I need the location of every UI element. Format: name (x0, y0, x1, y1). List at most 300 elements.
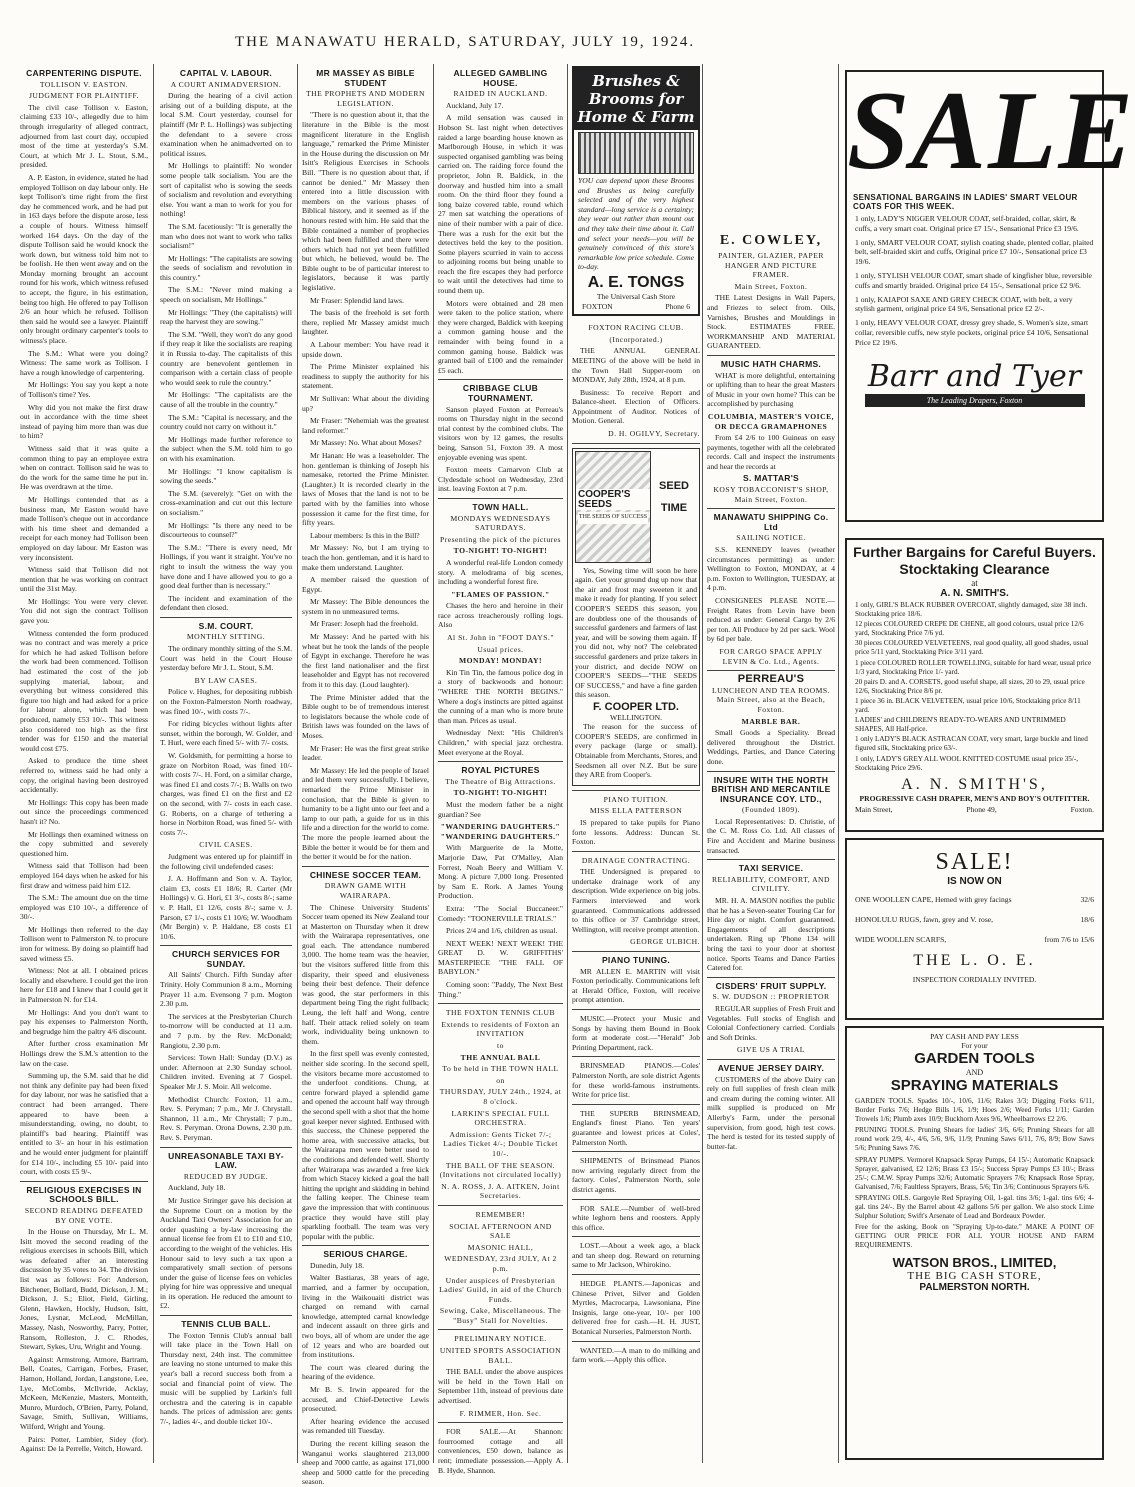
notice-line: F. RIMMER, Hon. Sec. (459, 1408, 542, 1418)
paragraph: Wednesday Next: "His Children's Children," with special jazz orchestra. Meet everyone at the Royal. (438, 728, 563, 757)
shipping-agents: FOR CARGO SPACE APPLY LEVIN & Co. Ltd., Agents. (719, 646, 823, 666)
paragraph: The S.M. facetiously: "It is generally the man who does not want to work who talks socialism!" (160, 221, 292, 251)
coopers-seeds-ad (572, 448, 700, 786)
paragraph: MR. H. A. MASON notifies the public that he has a Seven-seater Touring Car for Hire day or night. Comfort guaranteed. Engagements of all descriptions undertaken. Ring up 'Phone 134 will bring the taxi to your door at shortest notice. Sports Teams and Dance Parties Catered for. (707, 896, 835, 973)
notice-line: Extends to residents of Foxton an INVITATION (441, 1019, 560, 1039)
paragraph: Mr Fraser: He was the first great strike leader. (302, 743, 429, 763)
music-brands: COLUMBIA, MASTER'S VOICE, OR DECCA GRAMAPHONES (707, 411, 835, 431)
smith-phone: Phone 49, (966, 804, 997, 814)
cowley-trade: PAINTER, GLAZIER, PAPER HANGER AND PICTURE FRAMER. (718, 251, 824, 280)
paragraph: Business: To receive Report and Balance-sheet. Election of Officers. Appointment of Auditor. Notices of Motion. General. (572, 387, 700, 426)
paragraph: J. A. Hoffmann and Son v. A. Taylor, claim £3, costs £1 18/6; R. Carter (Mr Hollings) v. G. Hori, £1 3/-, costs 8/-; same v. P. Hall, £1 12/6, costs 8/-; same v. J. Parson, £7 1/-, costs £1 10/6; W. Woodham (Mr Bergin) v. P. Haldane, £8 costs £1 10/6. (160, 874, 292, 941)
insure-name: INSURE WITH THE NORTH BRITISH AND MERCANTILE INSURANCE COY. LTD., (711, 774, 831, 804)
paragraph: The services at the Presbyterian Church to-morrow will be conducted at 11 a.m. and 7 p.m. by the Rev. McDonald; Rangiotu, 2.30 p.m. (160, 1011, 292, 1050)
paragraph: Chases the hero and heroine in their race across treacherously rolling logs. Also (438, 601, 563, 630)
barr-tyer-logo (865, 360, 1085, 407)
paragraph: Mr Massey: No. What about Moses? (310, 438, 422, 448)
classified-ad: LOST.—About a week ago, a black and tan sheep dog. Reward on returning same to Mr Jackson, Whirokino. (572, 1241, 700, 1270)
paragraph: The S.M. (severely): "Get on with the cross-examination and cut out this lecture on socialism." (160, 488, 292, 517)
notice-line: UNITED SPORTS ASSOCIATION BALL. (439, 1346, 562, 1365)
seeds-packet-illustration (575, 451, 651, 563)
article-subhead: RAIDED IN AUCKLAND. (453, 89, 548, 99)
paragraph: The incident and examination of the defendant then closed. (160, 593, 292, 613)
paragraph: Mr Hollings made further reference to the subject when the S.M. told him to go on with his examination. (160, 434, 292, 463)
column-rule (838, 64, 839, 1463)
fruit-foot: GIVE US A TRIAL (737, 1045, 805, 1055)
classified-ad: FOR SALE.—Number of well-bred white leghorn hens and roosters. Apply this office. (572, 1203, 700, 1232)
classified-ad: WANTED.—A man to do milking and farm work.—Apply this office. (572, 1345, 700, 1365)
divider (438, 1003, 563, 1004)
paragraph: Witness: Not at all. I obtained prices locally and elsewhere. I could get the iron here for £18 and I knew that I could get it in Palmerston N. for £14. (20, 966, 148, 1005)
paragraph: Mr Fraser: Joseph had the freehold. (310, 619, 418, 629)
paragraph: Mr Hollings contended that as a business man, Mr Easton would have made Tollison's cheque out in accordance with his time sheet and demanded a receipt for each money had Tollison been employed on day labour. Mr Easton was very inconsistent. (20, 494, 148, 562)
article-subhead: SECOND READING DEFEATED BY ONE VOTE. (24, 1205, 144, 1225)
seeds-tagline: THE SEEDS OF SUCCESS (578, 512, 648, 524)
seeds-body: Yes, Sowing time will soon be here again. Get your ground dug up now that the air and frost may sweeten it and make it ready for planting. If you select COOPER'S SEEDS this season, you are doubtless one of the thousands of successful gardeners and farmers of last year, and will be sowing them again. If you did not, why not? The celebrated successful gardeners and prize takers in your district, and decide NOW on COOPER'S SEEDS—"THE SEEDS OF SUCCESS," and have a fine garden this season. (575, 565, 697, 700)
section-label: BY LAW CASES. (194, 675, 258, 685)
sale2-item (855, 915, 1094, 925)
seeds-foot: The reason for the success of COOPER'S SEEDS, are confirmed in every package (large or small). Obtainable from Merchants, Stores, and Seedsmen all over N.Z. But be sure they ARE from Cooper's. (575, 722, 697, 780)
notice-line: Admission: Gents Ticket 7/-; Ladies Ticket 4/-; Double Ticket 10/-. (443, 1129, 558, 1158)
article-subhead: SAILING NOTICE. (736, 533, 806, 543)
tongs-name: A. E. TONGS (587, 273, 685, 291)
divider (438, 1422, 563, 1423)
further-item: 1 only LADY'S BLACK ASTRACAN COAT, very smart, large buckle and lined figured silk, Stocktaking price 63/-. (855, 735, 1088, 753)
article-headline: MR MASSEY AS BIBLE STUDENT (316, 68, 415, 88)
barr-tyer-ad (845, 69, 1135, 522)
section-label: CIVIL CASES. (199, 840, 253, 850)
garden-and: AND (965, 1068, 984, 1077)
article-subhead: JUDGMENT FOR PLAINTIFF. (28, 91, 140, 101)
notice-line: THE FOXTON TENNIS CLUB (445, 1008, 556, 1018)
paragraph: Mr Hollings: "The capitalists are sowing the seeds of socialism and revolution in this country." (160, 253, 292, 282)
notice-line: to (497, 1041, 504, 1051)
watson-body (847, 1095, 1102, 1255)
sale2-sub: IS NOW ON (947, 876, 1002, 887)
ad-line: Usual prices. (477, 644, 524, 654)
ad-line: "WANDERING DAUGHTERS." "WANDERING DAUGHTERS." (440, 822, 561, 841)
paragraph: Coming soon: "Paddy, The Next Best Thing." (438, 980, 563, 999)
perreau-bar: MARBLE BAR. (741, 716, 801, 726)
paragraph: In the first spell was evenly contested, neither side scoring. In the second spell, the visitors became more accustomed to the underfoot conditions. Chung, at centre forward played a splendid game and opened the account half way through the second spell with a shot that the home goal keeper never sighted. Enthused with this success, the Chinese peppered the home area, with successive attacks, but the Wairarapa men were better used to the conditions and defended well. Shortly after Wairarapa was awarded a free kick from which Stacey kicked a goal the ball hitting the upright and skidding in behind the falling keeper. The Chinese team gave the impression that with continuous practice they would have still play sparkling football. The team was very popular with the public. (302, 1049, 429, 1241)
article-subhead: THE PROPHETS AND MODERN LEGISLATION. (306, 89, 425, 108)
paragraph: The civil case Tollison v. Easton, claiming £33 10/-, allegedly due to him through irregularity of alleged contract, adjourned from last court day, occupied most of the time at yesterday's S.M. Court, at which Mr J. L. Stout, S.M., presided. (20, 102, 148, 170)
paragraph: Walter Bastiaras, 38 years of age, married, and a farmer by occupation, living in the Waikouaiti district was charged on remand with carnal knowledge, attempted carnal knowledge and indecent assault on three girls and two boys, all of whom are under the age of 12 years and who are boarded out from institutions. (302, 1273, 429, 1360)
notice-line: To be held in THE TOWN HALL (442, 1064, 559, 1074)
column-2 (160, 66, 292, 1465)
watson-paragraph: GARDEN TOOLS. Spades 10/-, 10/6, 11/6; Rakes 3/3; Digging Forks 6/11, Border Forks 7/6; Hedge Bills 1/6, 1/9; Hoes 2/6; Weed Forks 1/11; Garden Trowels 1/6; Plumb axes 10/9; Buckhorn Axes 9/6, Wheelbarrows £2 2/6. (855, 1097, 1094, 1124)
divider (707, 670, 835, 671)
divider (160, 1315, 292, 1316)
smith-town: Foxton. (1070, 804, 1094, 814)
notice-line: REMEMBER! (475, 1209, 526, 1219)
article-headline: S.M. COURT. (198, 620, 254, 631)
column-3 (302, 66, 429, 1487)
paragraph: The Chinese University Students' Soccer team opened its New Zealand tour at Masterton on Thursday when it drew with the Wairarapa representatives, one goal each. The attendance numbered 3,000. The home team was the heavier, but the visitors suffered little from this disparity, their speed and elusiveness being their best defence. Their defence was good, the star performers in this department being Ting the right fullback; Leung, the left half and Wong, centre half. Their attack relied solely on team work, individuality being unknown to them. (302, 902, 429, 1046)
article-headline: MUSIC HATH CHARMS. (720, 358, 822, 369)
divider (302, 866, 429, 867)
garden-headline: GARDEN TOOLS (914, 1050, 1035, 1067)
paragraph: Mr Hollings: You were very clever. You did not sign the contract Tollison gave you. (20, 596, 148, 626)
notice-line: DRAINAGE CONTRACTING. (581, 855, 691, 865)
tongs-place: FOXTON (582, 301, 613, 311)
velour-item: 1 only, LADY'S NIGGER VELOUR COAT, self-braided, collar, skirt, & cuffs, a very smart coat. Original price £7 15/-, Sensational Price £3 19/6. (855, 214, 1079, 233)
notice-line: PIANO TUITION. (603, 794, 669, 804)
paragraph: Mr Massey: The Bible denounces the system in no unmeasured terms. (302, 597, 429, 616)
further-item: 1 piece 36 in. BLACK VELVETEEN, usual price 10/6, Stocktaking price 8/11 yard. (855, 696, 1081, 715)
divider (707, 355, 835, 356)
paragraph: Against: Armstrong, Atmore, Bartram, Bell, Coates, Carrigan, Forbes, Fraser, Hamon, Holland, Jordan, Langstone, Lee, Lye, McCombs, McIlvride, Acklay, McKeen, McKenzie, Masters, Monteith, Munro, Murdoch, O'Brien, Parry, Poland, Savage, Smith, Sullivan, Williams, Wilford, Wright and Young. (20, 1354, 148, 1431)
paragraph: Auckland, July 17. (446, 100, 504, 110)
brushes-ad-body: YOU can depend upon these Brooms and Brushes as being carefully selected and of the very highest standard—long service is a certainty; they wear out rather than mount out and they take their time about it. Call and select your needs—you will be genuinely convinced of this store's remarkable low price schedule. Come to-day. (578, 176, 694, 272)
notice-line: THE BALL OF THE SEASON. (Invitations not circulated locally) (439, 1160, 562, 1180)
paragraph: Witness said that Tollison had been employed 164 days when he asked for his first draw and witness paid him £12. (20, 861, 148, 890)
further-item: 30 pieces COLOURED VELVETEENS, real good quality, all good shades, usual price 5/11 yard, Stocktaking Price 3/11 yard. (855, 639, 1089, 657)
insure-sub: (Founded 1809). (741, 805, 801, 815)
sale2-item-price: from 7/6 to 15/6 (1044, 935, 1094, 944)
paragraph: After hearing evidence the accused was remanded till Tuesday. (302, 1416, 429, 1436)
column-rule (297, 64, 298, 1463)
paragraph: The S.M.: "There is every need, Mr Hollings, if you want it straight. You've no right to insult the witness the way you have done and I have allowed you to go a good deal further than is necessary." (160, 542, 292, 591)
ad-line: "FLAMES OF PASSION." (451, 589, 550, 599)
cowley-name: E. COWLEY, (719, 233, 823, 248)
paragraph: The S.M.: "Capital is necessary, and the country could not carry on without it." (160, 412, 292, 432)
watson-paragraph: SPRAYING OILS. Gargoyle Red Spraying Oil, 1-gal. tins 3/6; 1-gal. tins 6/6; 4-gal. tins 24/-. By the Barrel about 42 gallons 5/6 per gallon. We also stock Lime Sulphur Solution; Swift's Arsenate of Lead and Bordeaux Powder. (855, 1193, 1094, 1221)
further-headline: Further Bargains for Careful Buyers. Stocktaking Clearance (853, 544, 1096, 577)
column-4 (438, 66, 563, 1475)
loe-sale-ad (845, 838, 1104, 1020)
sale2-item (855, 935, 1094, 945)
paragraph: All Saints' Church. Fifth Sunday after Trinity. Holy Communion 8 a.m., Morning Prayer 11 a.m. Evensong 7 p.m. Mogton 2.30 p.m. (160, 970, 292, 1009)
paragraph: The court was cleared during the hearing of the evidence. (302, 1362, 429, 1382)
article-headline: CRIBBAGE CLUB TOURNAMENT. (462, 383, 539, 403)
paragraph: S.S. KENNEDY leaves (weather circumstances permitting) as under: Wellington to Foxton, MONDAY, at 4 p.m. Foxton to Wellington, TUESDAY, at 4 p.m. (707, 545, 835, 593)
article-subhead: MONDAYS WEDNESDAYS SATURDAYS. (450, 513, 551, 533)
paragraph: Mr Sullivan: What about the dividing up? (302, 394, 429, 413)
notice-line: GEORGE ULBICH. (630, 937, 700, 947)
further-item: 1 only, GIRL'S BLACK RUBBER OVERCOAT, slightly damaged, size 38 inch. Stocktaking price 18/6. (855, 601, 1088, 619)
paragraph: Mr Fraser: "Nehemiah was the greatest land reformer." (302, 416, 429, 435)
column-rule (702, 64, 703, 1463)
divider (707, 508, 835, 509)
column-1 (20, 66, 148, 1465)
paragraph: NEXT WEEK! NEXT WEEK! THE GREAT D. W. GRIFFITHS' MASTERPIECE "THE FALL OF BABYLON." (438, 938, 563, 977)
classified-ad: THE SUPERB BRINSMEAD, England's finest Piano. Ten years' guarantee and lowest prices at Coles', Palmerston North. (572, 1108, 700, 1147)
further-item: 1 piece COLOURED ROLLER TOWELLING, suitable for hard wear, usual price 1/3 yard, Stocktaking Price 1/- yard. (855, 658, 1092, 676)
ad-line: TO-NIGHT! TO-NIGHT! (453, 788, 548, 798)
watson-top: PAY CASH AND PAY LESS (930, 1032, 1019, 1041)
velour-list (847, 212, 1102, 354)
divider (572, 851, 700, 852)
seeds-ad-top (575, 451, 697, 563)
divider (438, 1205, 563, 1206)
sale2-item-label: WIDE WOOLLEN SCARFS, (855, 935, 947, 944)
seeds-place: WELLINGTON. (610, 712, 662, 722)
paragraph: MR ALLEN E. MARTIN will visit Foxton periodically. Communications left at Herald Office, Foxton, will receive prompt attention. (572, 966, 700, 1005)
paragraph: CUSTOMERS of the above Dairy can rely on full supplies of fresh clean milk and cream during the coming winter. All milk supplied is produced on Mr Allerby's Farm, under the personal supervision, from good, high test cows. The herd is tested for its tested supply of butter-fat. (707, 1074, 835, 1151)
column-5 (572, 66, 700, 1465)
paragraph: A member raised the question of Egypt. (302, 575, 429, 594)
divider (572, 1236, 700, 1237)
paragraph: Mr Massey: He led the people of Israel and led them very successfully. I believe, remarked the Prime Minister in conclusion, that the Bible is given to humanity to be a light unto our feet and a lamp to our path, a guide for us in this life and a direction for the world to come. The more the people learned about the Bible the better it would be for them and the better it would be for the nation. (302, 765, 429, 862)
velour-item: 1 only, SMART VELOUR COAT, stylish coating shade, plented collar, plaited belt, self-braided skirt and cuffs, Original price £7 10/-, Sensational price £3 19/6. (855, 237, 1094, 267)
sale2-list (847, 887, 1102, 945)
loe-name: THE L. O. E. (913, 952, 1036, 969)
divider (707, 771, 835, 772)
paragraph: The S.M.: "Never mind making a speech on socialism, Mr Hollings." (160, 285, 292, 305)
article-headline: TENNIS CLUB BALL. (181, 1319, 271, 1330)
article-headline: SERIOUS CHARGE. (323, 1249, 408, 1260)
notice-line: LARKIN'S SPECIAL FULL ORCHESTRA. (451, 1108, 550, 1128)
further-list (847, 599, 1102, 776)
paragraph: The S.M.: The amount due on the time employed was £10 10/-, a difference of 30/-. (20, 893, 148, 922)
divider (707, 859, 835, 860)
article-subhead: MONTHLY SITTING. (186, 632, 266, 642)
watson-paragraph: PRUNING TOOLS. Pruning Shears for ladies' 3/6, 6/6; Pruning Shears for all round work 2/9, 4/-, 4/6, 5/6, 9/6, 11/9; Pruning Saws 6/11, 7/6, 8/9; Bow Saws 5/6; Pruning Saws 7/6. (855, 1126, 1094, 1153)
paragraph: Mr Hollings: This copy has been made out since the proceedings commenced hasn't it? No. (20, 797, 148, 826)
ad-line: TO-NIGHT! TO-NIGHT! (453, 546, 548, 556)
seed-time-label: SEED TIME (659, 479, 689, 514)
divider (707, 977, 835, 978)
divider (572, 1151, 700, 1152)
masthead-title: THE MANAWATU HERALD, SATURDAY, JULY 19, 1924. (235, 34, 696, 50)
notice-line: N. A. ROSS, J. A. AITKEN, Joint Secretaries. (441, 1181, 560, 1201)
paragraph: Witness said that Tollison did not mention that he was working on contract until the 31st May. (20, 565, 148, 594)
divider (438, 379, 563, 380)
paragraph: Witness contended the form produced was no contract and was merely a price for which he had asked Tollison before the work had been commenced. Tollison had estimated the cost of the job supplying material, labour, and everything but witness considered this figure too high and had asked for a price for labour alone, which had been produced, namely £53 10/-. This witness also considered too high as the first tender was for £150 and the material would cost £75. (20, 628, 148, 753)
paragraph: A mild sensation was caused in Hobson St. last night when detectives raided a large boarding house known as Marlborough House, in which it was suspected organised gambling was being carried on. The raiding force found the proprietor, John R. Baldick, in the doorway and hustled him into a small room. On the third floor they found a long baize covered table, round which 27 men sat watching the operations of nine of their number with a pair of dice. There was a rush for the exit but the detectives held the key to the position. Some players scurried in vain to access to adjoining rooms but being unable to reach the fire escapes they had perforce to wait until the detectives had time to round them up. (438, 113, 563, 296)
smith-name: A. N. SMITH'S, (901, 775, 1048, 793)
sale2-item-price: 32/6 (1080, 895, 1094, 904)
article-headline: ROYAL PICTURES (461, 765, 540, 776)
loe-sub: INSPECTION CORDIALLY INVITED. (912, 975, 1037, 984)
tongs-phone: Phone 6 (665, 301, 690, 311)
paragraph: CONSIGNEES PLEASE NOTE.—Freight Rates from Levin have been reduced as under: General Cargo by 2/6 per ton. All Produce by 2d per sack. Wool by 6d per bale. (707, 596, 835, 644)
smith-sub: PROGRESSIVE CASH DRAPER, MEN'S AND BOY'S OUTFITTER. (859, 793, 1090, 803)
divider (572, 1104, 700, 1105)
divider (572, 951, 700, 952)
article-headline: MANAWATU SHIPPING Co. Ltd (713, 512, 829, 532)
sale2-item (855, 895, 1094, 905)
paragraph: Sanson played Foxton at Perreau's rooms on Thursday night in the second trial contest by the combined clubs. The visitors won by 12 games, the results being, Sanson 51, Foxton 39. A most enjoyable evening was spent. (438, 404, 563, 462)
divider (572, 790, 700, 791)
divider (572, 1341, 700, 1342)
perreau-sub: LUNCHEON AND TEA ROOMS. Main Street, also at the Beach, Foxton. (711, 685, 831, 714)
mattar-sub: KOSY TOBACCONIST'S SHOP, Main Street, Foxton. (713, 485, 829, 504)
further-item: 20 pairs D. and A. CORSETS, good useful shape, all sizes, 20 to 29, usual price 12/6, Stocktaking Price 8/6 pr. (855, 677, 1085, 695)
paragraph: Mr Hanan: He was a leaseholder. The hon. gentleman is thinking of Joseph his namesake, retorted the Prime Minister. (Laughter.) It is recorded clearly in the laws of Moses that the land is not to be parted with by the families into whose possession it came for the first time, for fifty years. (302, 450, 429, 528)
paragraph: During the recent killing season the Wanganui works slaughtered 213,000 sheep and 7000 cattle, as against 171,000 sheep and 5000 cattle for the preceding season. (302, 1438, 429, 1487)
divider (160, 945, 292, 946)
sale-banner: SALE (847, 69, 1135, 193)
brush-illustration (578, 132, 694, 174)
paragraph: Mr Massey: And he parted with his wheat but he took the lands of the people of Egypt in exchange. Therefore he was the first land nationaliser and the first leaseholder and Egypt has not recovered from it to this day. (Loud laughter). (302, 632, 429, 690)
article-subhead: REDUCED BY JUDGE. (183, 1171, 269, 1181)
article-headline: CHURCH SERVICES FOR SUNDAY. (171, 949, 281, 969)
paragraph: The basis of the freehold is set forth there, replied Mr Massey amidst much laughter. (302, 308, 429, 337)
paragraph: Mr Hollings: And you don't want to pay his expenses to Palmerston North, and begrudge him the paltry 4/6 discount. (20, 1007, 148, 1036)
barr-tyer-wordmark: Barr and Tyer (867, 358, 1082, 394)
notice-line: MISS ELLA PATTERSON (589, 806, 683, 816)
watson-town: PALMERSTON NORTH. (919, 1281, 1030, 1293)
paragraph: Kin Tin Tin, the famous police dog in a story of backwoods and honour: "WHERE THE NORTH BEGINS." Where a dog's instincts are pitted against the cunning of a man who is more brute than man. Prices as usual. (438, 667, 563, 725)
notice-line: MASONIC HALL, (467, 1242, 534, 1252)
divider (438, 1329, 563, 1330)
ad-line: The Theatre of Big Attractions. (445, 776, 556, 786)
article-headline: CHINESE SOCCER TEAM. (309, 869, 422, 880)
paragraph: The Foxton Tennis Club's annual ball will take place in the Town Hall on Thursday next, 24th inst. The committee are leaving no stone unturned to make this year's ball a record success both from a social and financial point of view. The music will be supplied by Larkin's full orchestra and the catering is in capable hands. The prices of admission are: gents 7/-, ladies 4/-, and double ticket 10/-. (160, 1330, 292, 1426)
article-headline: AVENUE JERSEY DAIRY. (717, 1062, 825, 1073)
divider (572, 1009, 700, 1010)
barr-tyer-tagline: The Leading Drapers, Foxton (865, 394, 1085, 407)
tongs-sub: The Universal Cash Store (596, 291, 676, 301)
perreau-name: PERREAU'S (737, 673, 805, 686)
column-rule (153, 64, 154, 1463)
article-headline: PIANO TUNING. (601, 955, 671, 966)
divider (302, 1245, 429, 1246)
tongs-contact (574, 302, 698, 312)
watson-paragraph: Free for the asking, Book on "Spraying Up-to-date." MAKE A POINT OF GETTING OUR PRICE FOR ALL YOUR HOUSE AND FARM REQUIREMENTS. (855, 1223, 1094, 1250)
classified-ad: MUSIC.—Protect your Music and Songs by having them Bound in Book form at moderate cost.—"Herald" Job Printing Department, rack. (572, 1014, 700, 1052)
watson-ad (845, 1026, 1104, 1460)
sale2-item-label: ONE WOOLLEN CAPE, Hemed with grey facings (855, 895, 1012, 904)
sale2-item-price: 18/6 (1080, 915, 1094, 924)
ad-line: Presenting the pick of the pictures (439, 534, 562, 544)
seeds-title: COOPER'S SEEDS (576, 489, 650, 510)
brushes-ad (572, 66, 700, 316)
further-name: A. N. SMITH'S. (940, 588, 1009, 599)
paragraph: "There is no question about it, that the literature in the Bible is the most magnificent literature in the English language," remarked the Prime Minister in the House during the discussion on Mr Isitt's Religious Exercises in Schools Bill. "There is no question about that, if cannot be denied." Mr Massey then entered into a little discussion with members on the various phases of Biblical history, and it seemed as if the honours rested with him. He said that the Bible contained a number of prophecies which had been fulfilled and there were others which had not yet been fulfilled but which, he believed, would be. The Bible ought to be of particular interest to legislators, because it was partly legislative. (302, 110, 429, 293)
divider (438, 498, 563, 499)
paragraph: Mr Hollings: "They (the capitalists) will reap the harvest they are sowing." (160, 307, 292, 327)
paragraph: Mr Hollings: "The capitalists are the cause of all the trouble in the country." (160, 390, 292, 409)
divider (160, 617, 292, 618)
paragraph: THE Latest Designs in Wall Papers, and Friezes to select from. Oils, Varnishes, Brushes and Mouldings in Stock. ESTIMATES FREE. WORKMANSHIP AND MATERIAL GUARANTEED. (707, 293, 835, 351)
article-headline: CAPITAL V. LABOUR. (179, 68, 273, 78)
paragraph: THE Undersigned is prepared to undertake drainage work of any description. Wide experience on big jobs. Farmers interviewed and work guaranteed. Communications addressed to this office or 37 Cambridge street, Wellington, will receive prompt attention. (572, 867, 700, 934)
spray-headline: SPRAYING MATERIALS (890, 1077, 1059, 1094)
paragraph: After further cross examination Mr Hollings drew the S.M.'s attention to the law on the case. (20, 1039, 148, 1068)
paragraph: Foxton meets Carnarvon Club at Clydesdale school on Wednesday, 23rd inst. leaving Foxton at 7 p.m. (438, 465, 563, 494)
brushes-ad-title: Brushes & Brooms for Home & Farm (577, 72, 695, 126)
velour-item: 1 only, KAIAPOI SAXE AND GREY CHECK COAT, with belt, a very stylish garment, original price £4 9/6, Sensational price £2 2/-. (855, 294, 1073, 314)
smith-ad (845, 538, 1104, 832)
article-headline: TOWN HALL. (472, 501, 529, 512)
velour-item: 1 only, HEAVY VELOUR COAT, dressy grey shade, S. Women's size, smart collar, reversible cuffs, new style pockets, original price £4 10/6, Sensational Price £2 19/6. (855, 318, 1089, 347)
velour-headline: SENSATIONAL BARGAINS IN LADIES' SMART VELOUR COATS FOR THIS WEEK. (853, 193, 1078, 211)
paragraph: Mr Hollings then referred to the day Tollison went to Palmerston N. to procure iron for witness. By doing so plaintiff had saved witness £5. (20, 924, 148, 963)
paragraph: During the hearing of a civil action arising out of a building dispute, at the local S.M. Court yesterday, counsel for plaintiff (Mr P. L. Hollings) was subjecting the defendant to a severe cross examination when he animadverted on to political issues. (160, 91, 292, 158)
classified-ad: BRINSMEAD PIANOS.—Coles' Palmerston North, are sole district Agents for these world-famous instruments. Write for price list. (572, 1061, 700, 1100)
paragraph: Mr Massey: No, but I am trying to teach the hon. gentleman, and it is hard to make them understand. Laughter. (302, 543, 429, 572)
article-headline: TAXI SERVICE. (738, 863, 804, 874)
divider (438, 761, 563, 762)
paragraph: A wonderful real-life London comedy story. A melodrama of big scenes, including a wonderful forest fire. (438, 557, 563, 587)
paragraph: The ordinary monthly sitting of the S.M. Court was held in the Court House yesterday before Mr J. L. Stout, S.M. (160, 644, 292, 673)
paragraph: Mr Hollings: "I know capitalism is sowing the seeds." (160, 466, 292, 486)
paragraph: Pairs: Potter, Lambier, Sidey (for). Against: De la Perrelle, Veitch, Howard. (20, 1434, 148, 1454)
paragraph: Mr B. S. Irwin appeared for the accused, and Chief-Detective Lewis prosecuted. (302, 1385, 429, 1414)
notice-line: THURSDAY, JULY 24th., 1924, at 8 o'clock. (439, 1087, 562, 1106)
paragraph: A Labour member: You have read it upside down. (302, 340, 429, 359)
notice-line: WEDNESDAY, 23rd JULY, At 2 p.m. (444, 1254, 557, 1273)
ad-line: Al St. John in "FOOT DAYS." (447, 633, 554, 643)
article-subhead: A COURT ANIMADVERSION. (170, 79, 282, 89)
paragraph: For riding bicycles without lights after sunset, within the borough, W. Golder, and T. Hurl, were each fined 5/- with 7/- costs. (160, 719, 292, 748)
paragraph: Methodist Church: Foxton, 11 a.m., Rev. S. Peryman; 7 p.m., Mr J. Chrystall. Shannon, 11 a.m., Mr Chrystall; 7 p.m., Rev. S. Peryman. Orona Downs, 2.30 p.m. Rev. S. Peryman. (160, 1094, 292, 1142)
article-headline: CISDERS' FRUIT SUPPLY. (715, 980, 827, 991)
divider (707, 1059, 835, 1060)
paragraph: The S.M.: What were you doing? Witness: The same work as Tollison. I have a rough knowledge of carpentering. (20, 348, 148, 377)
paragraph: WHAT is more delightful, entertaining or uplifting than to hear the great Masters of Music in your own home? This can be accomplished by purchasing (707, 370, 835, 409)
notice-line: THE ANNUAL BALL (460, 1052, 541, 1062)
article-headline: CARPENTERING DISPUTE. (26, 68, 142, 78)
sale2-headline: SALE! (935, 849, 1014, 875)
paragraph: THE BALL under the above auspices will be held in the Town Hall on September 11th, instead of previous date advertised. (438, 1367, 563, 1406)
paragraph: IS prepared to take pupils for Piano forte lessons. Address: Duncan St. Foxton. (572, 817, 700, 847)
divider (572, 443, 700, 444)
further-at: at (971, 578, 978, 588)
column-rule (433, 64, 434, 1463)
article-headline: ALLEGED GAMBLING HOUSE. (453, 68, 548, 88)
notice-line: D. H. OGILVY, Secretary. (608, 429, 700, 439)
paragraph: Why did you not make the first draw out in accordance with the time sheet instead of paying him more than was due to him? (20, 402, 148, 441)
paragraph: A. P. Easton, in evidence, stated he had employed Tollison on day labour only. He kept Tollison's time right from the first day he commenced work, and he had put in 163 days before the dispute arose, less a couple of hours. Witness himself worked 164 days. On the day of the dispute Tollison said he would knock the work down, but witness told him not to be foolish. He then went away and on the Monday morning brought an account round for his work, which witness refused to accept, the figure, in his estimation, being too high. He offered to pay Tollison 2/6 an hour which he refused. Tollison then said he would see a lawyer. Plaintiff only brought ordinary carpenter's tools to witness's place. (20, 172, 149, 346)
paragraph: Local Representatives: D. Christie, of the C. M. Ross Co. Ltd. All classes of Fire and Accident and Marine business transacted. (707, 816, 835, 855)
classified-ad: HEDGE PLANTS.—Japonicas and Chinese Privet, Silver and Golden Myrtles, Macrocarpa, Lawsoniana, Pine Insignis, large one-year, 10/- per 100 delivered free for cash.—H. H. JUST, Botanical Nurseries, Palmerston North. (572, 1279, 700, 1337)
article-subhead: TOLLISON V. EASTON. (39, 79, 129, 89)
paragraph: Motors were obtained and 28 men were taken to the police station, where they were charged, Baldick with keeping a common gaming house and the remainder with being found in a common gaming house. Baldick was granted bail of £100 and the remainder £5 each. (438, 298, 563, 375)
classified-ad: SHIPMENTS of Brinsmead Pianos now arriving regularly direct from the factory. Coles', Palmerston North, sole district agents. (572, 1156, 700, 1194)
masthead (0, 0, 1114, 60)
paragraph: Small Goods a Speciality. Bread delivered throughout the District. Weddings, Parties, and Dance Catering done. (707, 728, 835, 766)
paragraph: Services: Town Hall: Sunday (D.V.) as under. Afternoon at 2.30 Sunday school. Children invited. Evening at 7 Gospel. Speaker Mr J. S. Moir. All welcome. (160, 1053, 292, 1091)
notice-line: (Incorporated.) (609, 334, 663, 344)
notice-line: FOXTON RACING CLUB. (588, 323, 684, 333)
paragraph: Labour members: Is this in the Bill? (310, 530, 420, 540)
paragraph: The S.M. "Well, they won't do any good if they reap it like the socialists are reaping it in Russia to-day. The capitalists of this country are benevolent gentlemen in comparison with a certain class of people who would seek to rule the country." (160, 329, 292, 387)
watson-for: For your (961, 1041, 988, 1050)
divider (572, 1056, 700, 1057)
paragraph: From £4 2/6 to 100 Guineas on easy payments, together with all the celebrated records. Call and inspect the instruments and hear the records at (707, 433, 835, 471)
paragraph: Must the modern father be a night guardian? See (438, 799, 563, 819)
paragraph: Mr Hollings to plaintiff: No wonder some people talk socialism. You are the sort of capitalist who is sowing the seeds of socialism and revolution and everything else. You want a man to work for you for nothing! (160, 161, 292, 219)
cowley-address: Main Street, Foxton. (734, 281, 808, 291)
article-headline: RELIGIOUS EXERCISES IN SCHOOLS BILL. (26, 1184, 142, 1205)
paragraph: Judgment was entered up for plaintiff in the following civil undefended cases: (160, 851, 292, 871)
notice-line: SOCIAL AFTERNOON AND SALE (449, 1221, 552, 1241)
watson-name: WATSON BROS., LIMITED, (892, 1254, 1057, 1270)
paragraph: With Marguerite de la Motte, Marjorie Daw, Pat O'Malley, Alan Forrest, Noah Beery and William V. Mong. A picture 7,000 long. Presented by Sam E. Rork. A James Young Production. (438, 843, 563, 901)
divider (572, 1199, 700, 1200)
column-6 (707, 232, 835, 1465)
article-body (20, 103, 148, 1177)
brushes-ad-banner (574, 68, 698, 130)
paragraph: Summing up, the S.M. said that he did not think any definite pay had been fixed for day labour, nor was he satisfied that a contract had been arranged. There appeared to have been a misunderstanding, owing, no doubt, to plaintiff's bad hearing. Plaintiff was entitled to 3/- an hour in his estimation and he would enter judgment for plaintiff for £14 10/-, including £5 10/- paid into court, with costs £5 9/-. (20, 1071, 148, 1177)
paragraph: W. Goldsmith, for permitting a horse to graze on Norbiton Road, was fined 10/- with costs 7/-. H. Ford, on a similar charge, was fined £1 and costs 7/-; B. Walls on two charges, was fined £1 on the first and £2 on the second, with 7/- costs in each case. G. Roberts, on a charge of tethering a horse in Norbiton Road, was fined 5/- with costs 7/-. (160, 751, 292, 837)
notice-line: on (496, 1075, 505, 1085)
paragraph: Witness said that it was quite a common thing to pay an employee extra when on contract. Tollison said he was to do the work for the same time he put in. He was overdrawn at the time. (20, 443, 148, 492)
paragraph: Prices 2/4 and 1/6, children as usual. (446, 926, 558, 936)
article-subhead: RELIABILITY, COMFORT, AND CIVILITY. (711, 874, 831, 894)
paragraph: Auckland, July 18. (168, 1183, 226, 1193)
paragraph: Mr Justice Stringer gave his decision at the Supreme Court on a motion by the Auckland Taxi Owners' Association for an order quashing a by-law increasing the annual license fee from £1 to £10 and £10, according to the weight of the vehicles. His Honour said to levy such a tax upon a comparatively small section of persons under the guise of license fees on vehicles plying for hire was oppressive and unequal in its operation. He reduced the amount to £2. (160, 1195, 293, 1311)
paragraph: The Prime Minister explained his readiness to supply the authority for his statement. (302, 362, 429, 391)
paragraph: Asked to produce the time sheet referred to, witness said he had only a copy, the original having been destroyed accidentally. (20, 756, 148, 795)
article-subhead: DRAWN GAME WITH WAIRARAPA. (324, 881, 407, 900)
ad-line: MONDAY! MONDAY! (458, 656, 543, 666)
paragraph: Mr Hollings: You say you kept a note of Tollison's time? Yes. (20, 380, 148, 399)
